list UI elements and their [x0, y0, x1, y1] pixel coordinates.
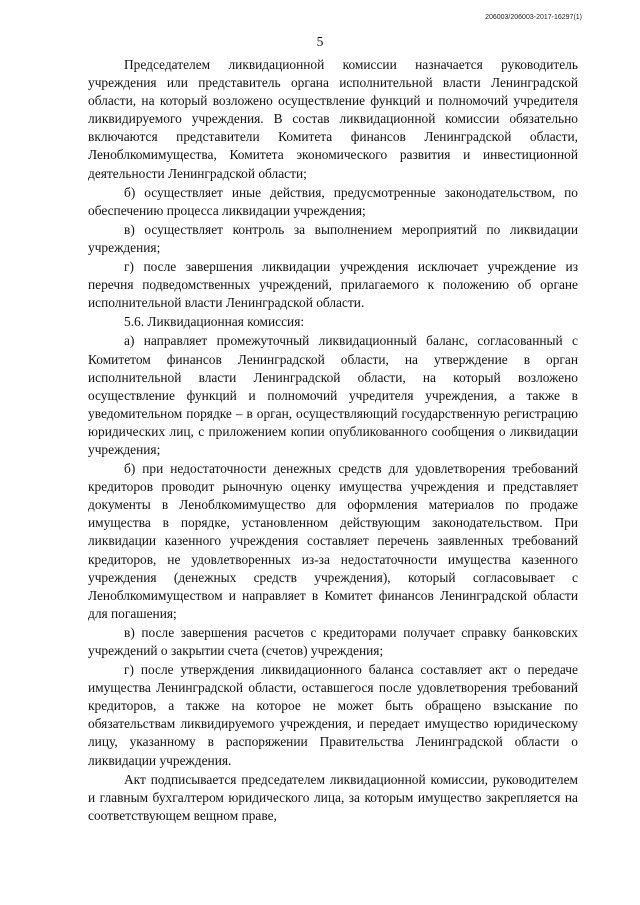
document-id: 206003/206003-2017-16297(1) [485, 14, 582, 21]
paragraph-commission-chair: Председателем ликвидационной комиссии назначается руководитель учреждения или представитель органа исполнительной власти Ленинградской области, на который возложено осуществление функций и полномочий учредителя ликвидируемого учреждения. В состав ликвидационной комиссии обязательно включаются представители Комитета финансов Ленинградской области, Леноблкомимущества, Комитета экономического развития и инвестиционной деятельности Ленинградской области; [88, 57, 578, 181]
paragraph-item-g-exclusion: г) после завершения ликвидации учреждения исключает учреждение из перечня подведомственных учреждений, прилагаемого к положению об органе исполнительной власти Ленинградской области. [88, 259, 578, 311]
paragraph-item-b-actions: б) осуществляет иные действия, предусмотренные законодательством, по обеспечению процесса ликвидации учреждения; [88, 184, 578, 218]
section-heading-5-6: 5.6. Ликвидационная комиссия: [124, 314, 305, 330]
page-number: 5 [316, 34, 324, 49]
paragraph-item-a-balance: а) направляет промежуточный ликвидационный баланс, согласованный с Комитетом финансов Ленинградской области, на утверждение в орган исполнительной власти Ленинградской области, на который возложено осуществление функций и полномочий учредителя учреждения, а также в уведомительном порядке – в орган, осуществляющий государственную регистрацию юридических лиц, с приложением копии опубликованного сообщения о ликвидации учреждения; [88, 333, 578, 457]
paragraph-item-g-transfer-act: г) после утверждения ликвидационного баланса составляет акт о передаче имущества Ленинградской области, оставшегося после удовлетворения требований кредиторов, а также на которое не может быть обращено взыскание по обязательствам ликвидируемого учреждения, и передает имущество юридическому лицу, указанному в распоряжении Правительства Ленинградской области о ликвидации учреждения. [88, 662, 578, 768]
paragraph-act-signing: Акт подписывается председателем ликвидационной комиссии, руководителем и главным бухгалтером юридического лица, за которым имущество закрепляется на соответствующем вещном праве, [88, 771, 578, 823]
paragraph-item-b-funds: б) при недостаточности денежных средств для удовлетворения требований кредиторов проводит рыночную оценку имущества учреждения и представляет документы в Леноблкомимущество для оформления материалов по продаже имущества в порядке, установленном действующим законодательством. При ликвидации казенного учреждения составляет перечень заявленных требований кредиторов, не удовлетворенных из-за недостаточности имущества казенного учреждения (денежных средств учреждения), который согласовывает с Леноблкомимуществом и направляет в Комитет финансов Ленинградской области для погашения; [88, 461, 578, 621]
paragraph-item-v-control: в) осуществляет контроль за выполнением мероприятий по ликвидации учреждения; [88, 221, 578, 255]
paragraph-item-v-bank-certificate: в) после завершения расчетов с кредиторами получает справку банковских учреждений о закрытии счета (счетов) учреждения; [88, 624, 578, 658]
document-body [88, 56, 578, 825]
